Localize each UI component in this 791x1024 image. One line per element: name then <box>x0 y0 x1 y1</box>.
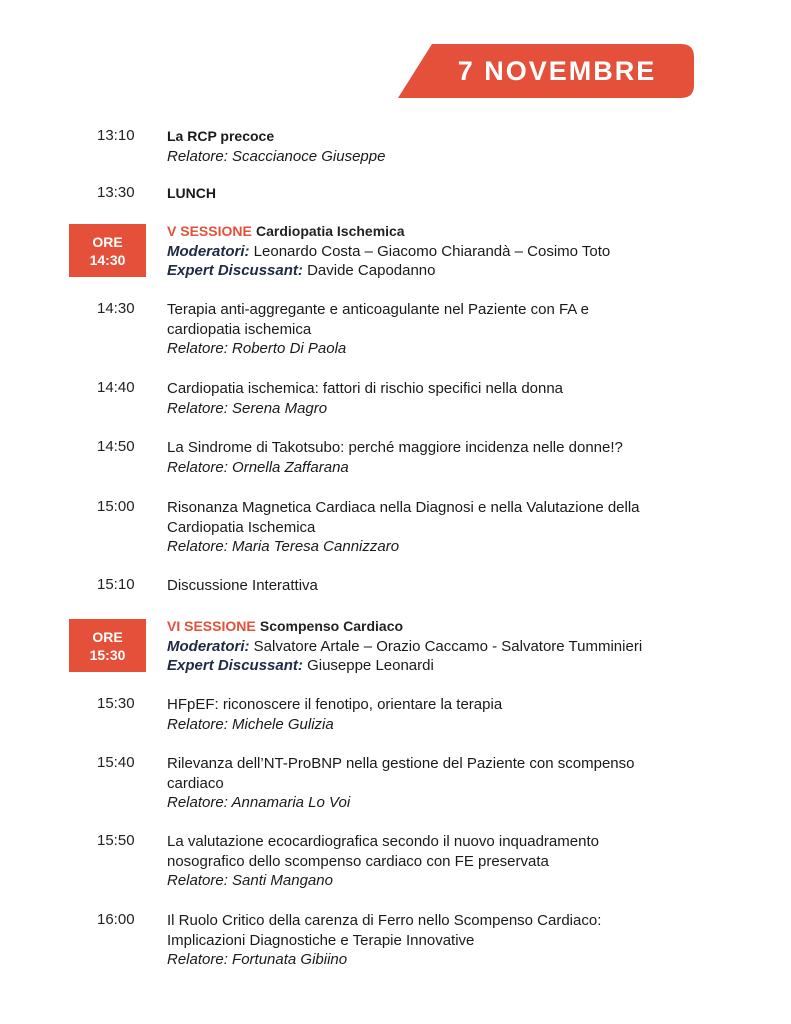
item-time: 16:00 <box>97 911 135 928</box>
item-title: La valutazione ecocardiografica secondo il nuovo inquadramento <box>167 833 599 850</box>
item-title: La RCP precoce <box>167 128 275 144</box>
item-speaker: Relatore: Ornella Zaffarana <box>167 458 349 476</box>
item-title: LUNCH <box>167 185 216 201</box>
item-speaker: Relatore: Fortunata Gibiino <box>167 951 348 969</box>
session-label: V SESSIONE <box>167 223 252 239</box>
item-title-continued: cardiaco <box>167 774 224 792</box>
session-name: Cardiopatia Ischemica <box>255 223 405 239</box>
item-title: HFpEF: riconoscere il fenotipo, orientare la terapia <box>167 696 503 713</box>
expert-discussant: Davide Capodanno <box>307 262 436 280</box>
item-title: Discussione Interattiva <box>167 577 318 594</box>
item-speaker: Relatore: Michele Gulizia <box>167 715 334 733</box>
badge-time: 14:30 <box>89 251 126 268</box>
date-banner <box>398 44 694 98</box>
item-title-continued: cardiopatia ischemica <box>167 320 312 338</box>
badge-ore-label: ORE <box>92 628 123 645</box>
session-time-badge <box>69 224 146 277</box>
item-time: 14:40 <box>97 379 135 396</box>
item-speaker: Relatore: Scaccianoce Giuseppe <box>167 147 386 165</box>
item-time: 13:30 <box>97 184 135 201</box>
item-title: Rilevanza dell’NT-ProBNP nella gestione del Paziente con scompenso <box>167 755 635 772</box>
moderators-label: Moderatori: <box>167 637 250 655</box>
expert-label: Expert Discussant: <box>167 262 303 280</box>
item-speaker: Relatore: Roberto Di Paola <box>167 340 347 358</box>
item-title: Terapia anti-aggregante e anticoagulante nel Paziente con FA e <box>167 301 589 318</box>
item-title: Il Ruolo Critico della carenza di Ferro nello Scompenso Cardiaco: <box>167 912 602 929</box>
item-time: 15:10 <box>97 576 135 593</box>
item-title: Cardiopatia ischemica: fattori di rischio specifici nella donna <box>167 380 564 397</box>
item-speaker: Relatore: Santi Mangano <box>167 872 333 890</box>
item-time: 15:30 <box>97 695 135 712</box>
expert-label: Expert Discussant: <box>167 657 303 675</box>
item-time: 15:00 <box>97 498 135 515</box>
expert-discussant: Giuseppe Leonardi <box>307 657 434 675</box>
moderators: Leonardo Costa – Giacomo Chiarandà – Cosimo Toto <box>253 242 611 260</box>
badge-time: 15:30 <box>89 646 126 663</box>
item-time: 14:30 <box>97 300 135 317</box>
item-title-continued: Cardiopatia Ischemica <box>167 518 316 536</box>
item-time: 14:50 <box>97 438 135 455</box>
item-title: Risonanza Magnetica Cardiaca nella Diagnosi e nella Valutazione della <box>167 499 640 516</box>
item-title-continued: nosografico dello scompenso cardiaco con FE preservata <box>167 852 549 870</box>
session-time-badge <box>69 619 146 672</box>
badge-ore-label: ORE <box>92 233 123 250</box>
moderators-label: Moderatori: <box>167 242 250 260</box>
item-speaker: Relatore: Maria Teresa Cannizzaro <box>167 538 400 556</box>
session-name: Scompenso Cardiaco <box>259 618 404 634</box>
item-speaker: Relatore: Serena Magro <box>167 399 328 417</box>
moderators: Salvatore Artale – Orazio Caccamo - Salvatore Tumminieri <box>253 637 643 655</box>
session-label: VI SESSIONE <box>167 618 256 634</box>
item-title-continued: Implicazioni Diagnostiche e Terapie Innovative <box>167 931 475 949</box>
item-speaker: Relatore: Annamaria Lo Voi <box>167 794 351 812</box>
item-time: 15:50 <box>97 832 135 849</box>
item-time: 13:10 <box>97 127 135 144</box>
item-time: 15:40 <box>97 754 135 771</box>
date-title: 7 NOVEMBRE <box>457 56 657 86</box>
item-title: La Sindrome di Takotsubo: perché maggiore incidenza nelle donne!? <box>167 439 623 456</box>
